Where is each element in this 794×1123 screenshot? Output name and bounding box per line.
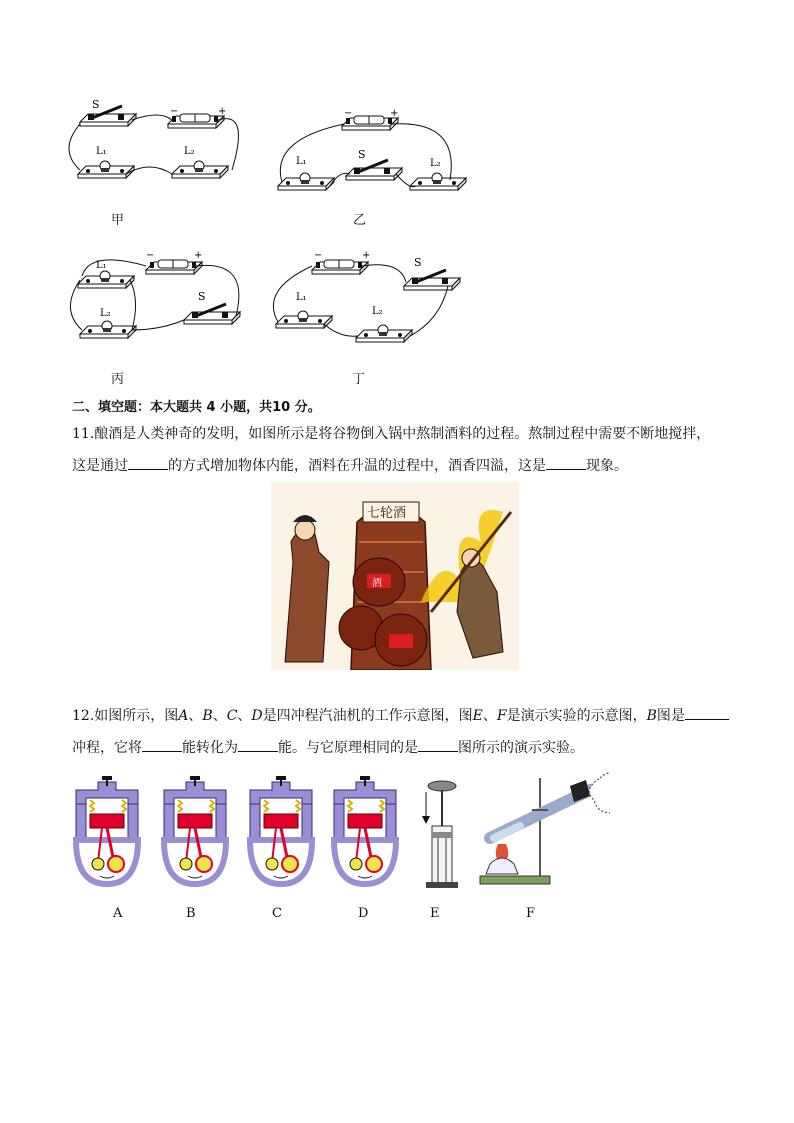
battery-ding (312, 260, 368, 274)
engine-c (250, 776, 312, 884)
q12-var-b2: B (646, 708, 657, 724)
lamp1-jia (78, 161, 134, 178)
lamp2-jia (172, 161, 228, 178)
label-bing: 丙 (111, 372, 125, 387)
q12-text-h: 图所示的演示实验。 (458, 740, 584, 756)
q12-sep: 、 (237, 708, 252, 724)
engine-d (334, 776, 396, 884)
switch-label: S (414, 256, 422, 269)
q12-var-c: C (226, 708, 238, 724)
q12-var-a: A (178, 708, 189, 724)
switch-label: S (198, 290, 206, 303)
engine-b (164, 776, 226, 884)
battery-plus: + (390, 108, 399, 119)
lamp1-label: L₁ (96, 146, 107, 157)
circuit-bing (70, 250, 240, 338)
switch-label: S (358, 148, 366, 161)
q11-text-c: 现象。 (586, 458, 628, 474)
lamp2-label: L₂ (430, 158, 441, 169)
q12-line1 (72, 707, 732, 725)
fig-label-c: C (272, 906, 282, 921)
circuit-jia (69, 98, 238, 178)
battery-minus: − (170, 106, 179, 117)
section-heading: 二、填空题：本大题共 4 小题，共10 分。 (72, 400, 321, 415)
q12-var-d: D (251, 708, 263, 724)
jar-label: 酒 (372, 578, 382, 589)
label-yi: 乙 (353, 213, 367, 228)
switch-jia (80, 106, 136, 126)
lamp2-label: L₂ (184, 146, 195, 157)
switch-bing (184, 304, 240, 324)
fig-label-a: A (113, 906, 123, 921)
switch-ding (404, 270, 460, 290)
q12-text-e: 冲程，它将 (72, 740, 142, 756)
kiln-sign: 七轮酒 (367, 506, 407, 521)
lamp1-bing (78, 271, 134, 288)
lamp1-ding (276, 311, 332, 328)
engine-figures (70, 772, 610, 896)
battery-plus: + (194, 250, 203, 261)
q11-line1: 11.酿酒是人类神奇的发明，如图所示是将谷物倒入锅中熬制酒料的过程。熬制过程中需要不断地搅拌， (72, 426, 711, 442)
fig-label-d: D (358, 906, 369, 921)
lamp2-bing (80, 321, 136, 338)
label-ding: 丁 (352, 372, 366, 387)
q12-sep: 、 (482, 708, 497, 724)
q11-blank-2 (546, 457, 586, 470)
q12-text-f: 能转化为 (182, 740, 238, 756)
switch-yi (346, 160, 402, 180)
battery-minus: − (314, 250, 323, 261)
circuit-ding (273, 250, 460, 342)
battery-plus: + (362, 250, 371, 261)
circuit-yi (278, 108, 466, 190)
compression-apparatus (422, 781, 458, 888)
q12-sep: 、 (188, 708, 203, 724)
fig-label-b: B (186, 906, 196, 921)
brewing-illustration (271, 482, 519, 670)
q11-blank-1 (128, 457, 168, 470)
q12-text-a: 12.如图所示，图 (72, 708, 179, 724)
q12-blank-2 (142, 739, 182, 752)
lamp1-yi (278, 173, 334, 190)
battery-plus: + (218, 106, 227, 117)
q12-var-f: F (496, 708, 507, 724)
lamp2-label: L₂ (372, 306, 383, 317)
battery-minus: − (146, 250, 155, 261)
q12-var-b: B (202, 708, 213, 724)
lamp2-ding (356, 325, 412, 342)
switch-label: S (92, 98, 100, 111)
battery-minus: − (344, 108, 353, 119)
battery-bing (146, 260, 202, 274)
steam-apparatus (480, 772, 610, 884)
lamp1-label: L₁ (296, 292, 307, 303)
q12-blank-4 (418, 739, 458, 752)
q12-line2 (72, 739, 732, 757)
circuit-diagrams (60, 90, 480, 390)
q12-sep: 、 (212, 708, 227, 724)
label-jia: 甲 (111, 213, 125, 228)
q12-text-b: 是四冲程汽油机的工作示意图，图 (262, 708, 473, 724)
q11-text-b: 的方式增加物体内能，酒料在升温的过程中，酒香四溢，这是 (168, 458, 546, 474)
q12-text-d: 图是 (656, 708, 685, 724)
q12-blank-1 (685, 707, 729, 720)
q12-blank-3 (238, 739, 278, 752)
q12-var-e: E (472, 708, 483, 724)
q12-text-c: 是演示实验的示意图， (506, 708, 647, 724)
fig-label-e: E (430, 906, 440, 921)
lamp2-label: L₂ (100, 308, 111, 319)
q12-text-g: 能。与它原理相同的是 (278, 740, 418, 756)
lamp2-yi (410, 173, 466, 190)
fig-label-f: F (526, 906, 536, 921)
lamp1-label: L₁ (296, 156, 307, 167)
lamp1-label: L₁ (96, 260, 107, 271)
q11-line2 (72, 457, 732, 475)
q11-text-a: 这是通过 (72, 458, 128, 474)
engine-a (76, 776, 138, 884)
